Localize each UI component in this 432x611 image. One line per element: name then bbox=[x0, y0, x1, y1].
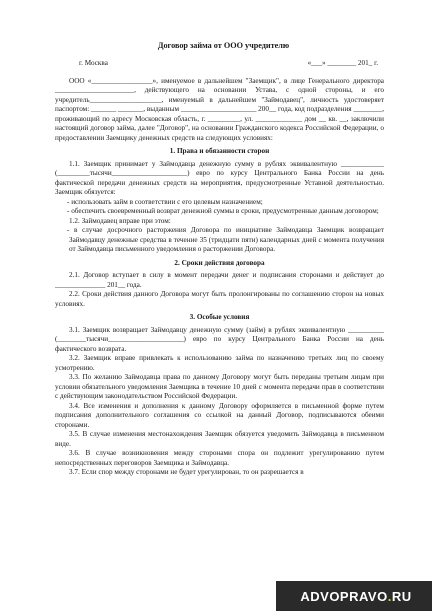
advopravo-watermark bbox=[276, 581, 432, 611]
clause-3-5: 3.5. В случае изменения местонахождения Заемщик обязуется уведомить Займодавца в письменном виде. bbox=[55, 430, 384, 448]
watermark-dot: . bbox=[387, 588, 392, 604]
clause-1-2: 1.2. Займодавец вправе при этом: bbox=[69, 216, 171, 225]
section-2-title: 2. Сроки действия договора bbox=[174, 258, 265, 267]
document-body bbox=[55, 41, 384, 478]
clause-1-1-b: - обеспечить своевременный возврат денежной суммы в сроки, предусмотренные данным договором; bbox=[67, 207, 379, 215]
contract-date: «___» ________ 201_ г. bbox=[307, 59, 378, 67]
city: г. Москва bbox=[79, 59, 108, 67]
section-1-title: 1. Права и обязанности сторон bbox=[169, 147, 270, 155]
clause-1-1-a: - использовать займ в соответствии с его целевым назначением; bbox=[67, 197, 263, 206]
place-date-line bbox=[79, 59, 378, 69]
watermark-main: ADVOPRAVO bbox=[300, 588, 388, 604]
bottom-fade bbox=[0, 581, 276, 611]
clause-3-7: 3.7. Если спор между сторонами не будет урегулирован, то он разрешается в bbox=[69, 468, 304, 476]
clause-1-2-a: - в случае досрочного расторжения Договора по инициативе Займодавца Заемщик возвращает Займодавцу денежные средства в течение 35 (тридцати пяти) календарных дней с момента получения от Займодавца письменного уведомления о расторжении Договора. bbox=[67, 226, 384, 253]
watermark-tld: RU bbox=[391, 588, 412, 604]
clause-3-2: 3.2. Заемщик вправе привлекать к использованию займа по назначению третьих лиц по своему усмотрению. bbox=[55, 354, 384, 372]
preamble: ООО «_________________», именуемое в дальнейшем "Заемщик", в лице Генерального директора ______________________, действующего на основании Устава, с одной стороны, и его учредитель____________________, именуемый в дальнейшем "Займодавец", личность удостоверяет паспортом: _______ _______, выданным _____________________ 200__ года, код подразделения ________, проживающий по адресу Московская область, г. _________, ул. _____________ дом __ кв. __, заключили настоящий договор займа, далее "Договор", на основании Гражданского кодекса Российской Федерации, о предоставлении Заемщику денежных средств на следующих условиях: bbox=[55, 76, 384, 142]
clause-3-4: 3.4. Все изменения и дополнения к данному Договору оформляется в письменной форме путем подписания дополнительного соглашения со ссылкой на данный Договор, подписываются обеими сторонами. bbox=[55, 401, 384, 429]
clause-3-3: 3.3. По желанию Займодавца права по данному Договору могут быть переданы третьим лицам при условии обязательного уведомления Заемщика в течение 10 дней с момента передачи прав в соответствии с действующим законодательством Российской Федерации. bbox=[55, 373, 384, 400]
clause-3-6: 3.6. В случае возникновения между сторонами спора он подлежит урегулированию путем непосредственных переговоров Заемщика и Займодавца. bbox=[55, 449, 384, 467]
clause-2-1: 2.1. Договор вступает в силу в момент передачи денег и подписания сторонами и действует до ______________ 201__ года. bbox=[55, 271, 384, 289]
clause-1-1: 1.1. Заемщик принимает у Займодавца денежную сумму в рублях эквивалентную ____________ (_________тысячи_____________________) евро по курсу Центрального Банка России на день фактической передачи денежных средств на мероприятия, предусмотренные Уставной деятельностью. Заемщик обязуется: bbox=[55, 159, 384, 196]
document-title: Договор займа от ООО учредителю bbox=[157, 41, 290, 50]
section-3-title: 3. Особые условия bbox=[189, 313, 250, 321]
clause-2-2: 2.2. Сроки действия данного Договора могут быть пролонгированы по соглашению сторон на новых условиях. bbox=[55, 290, 384, 308]
clause-3-1: 3.1. Заемщик возвращает Займодавцу денежную сумму (займ) в рублях эквивалентную __________ (________тысячи_____________________) евро по курсу Центрального Банка России на день фактического возврата. bbox=[55, 325, 384, 353]
